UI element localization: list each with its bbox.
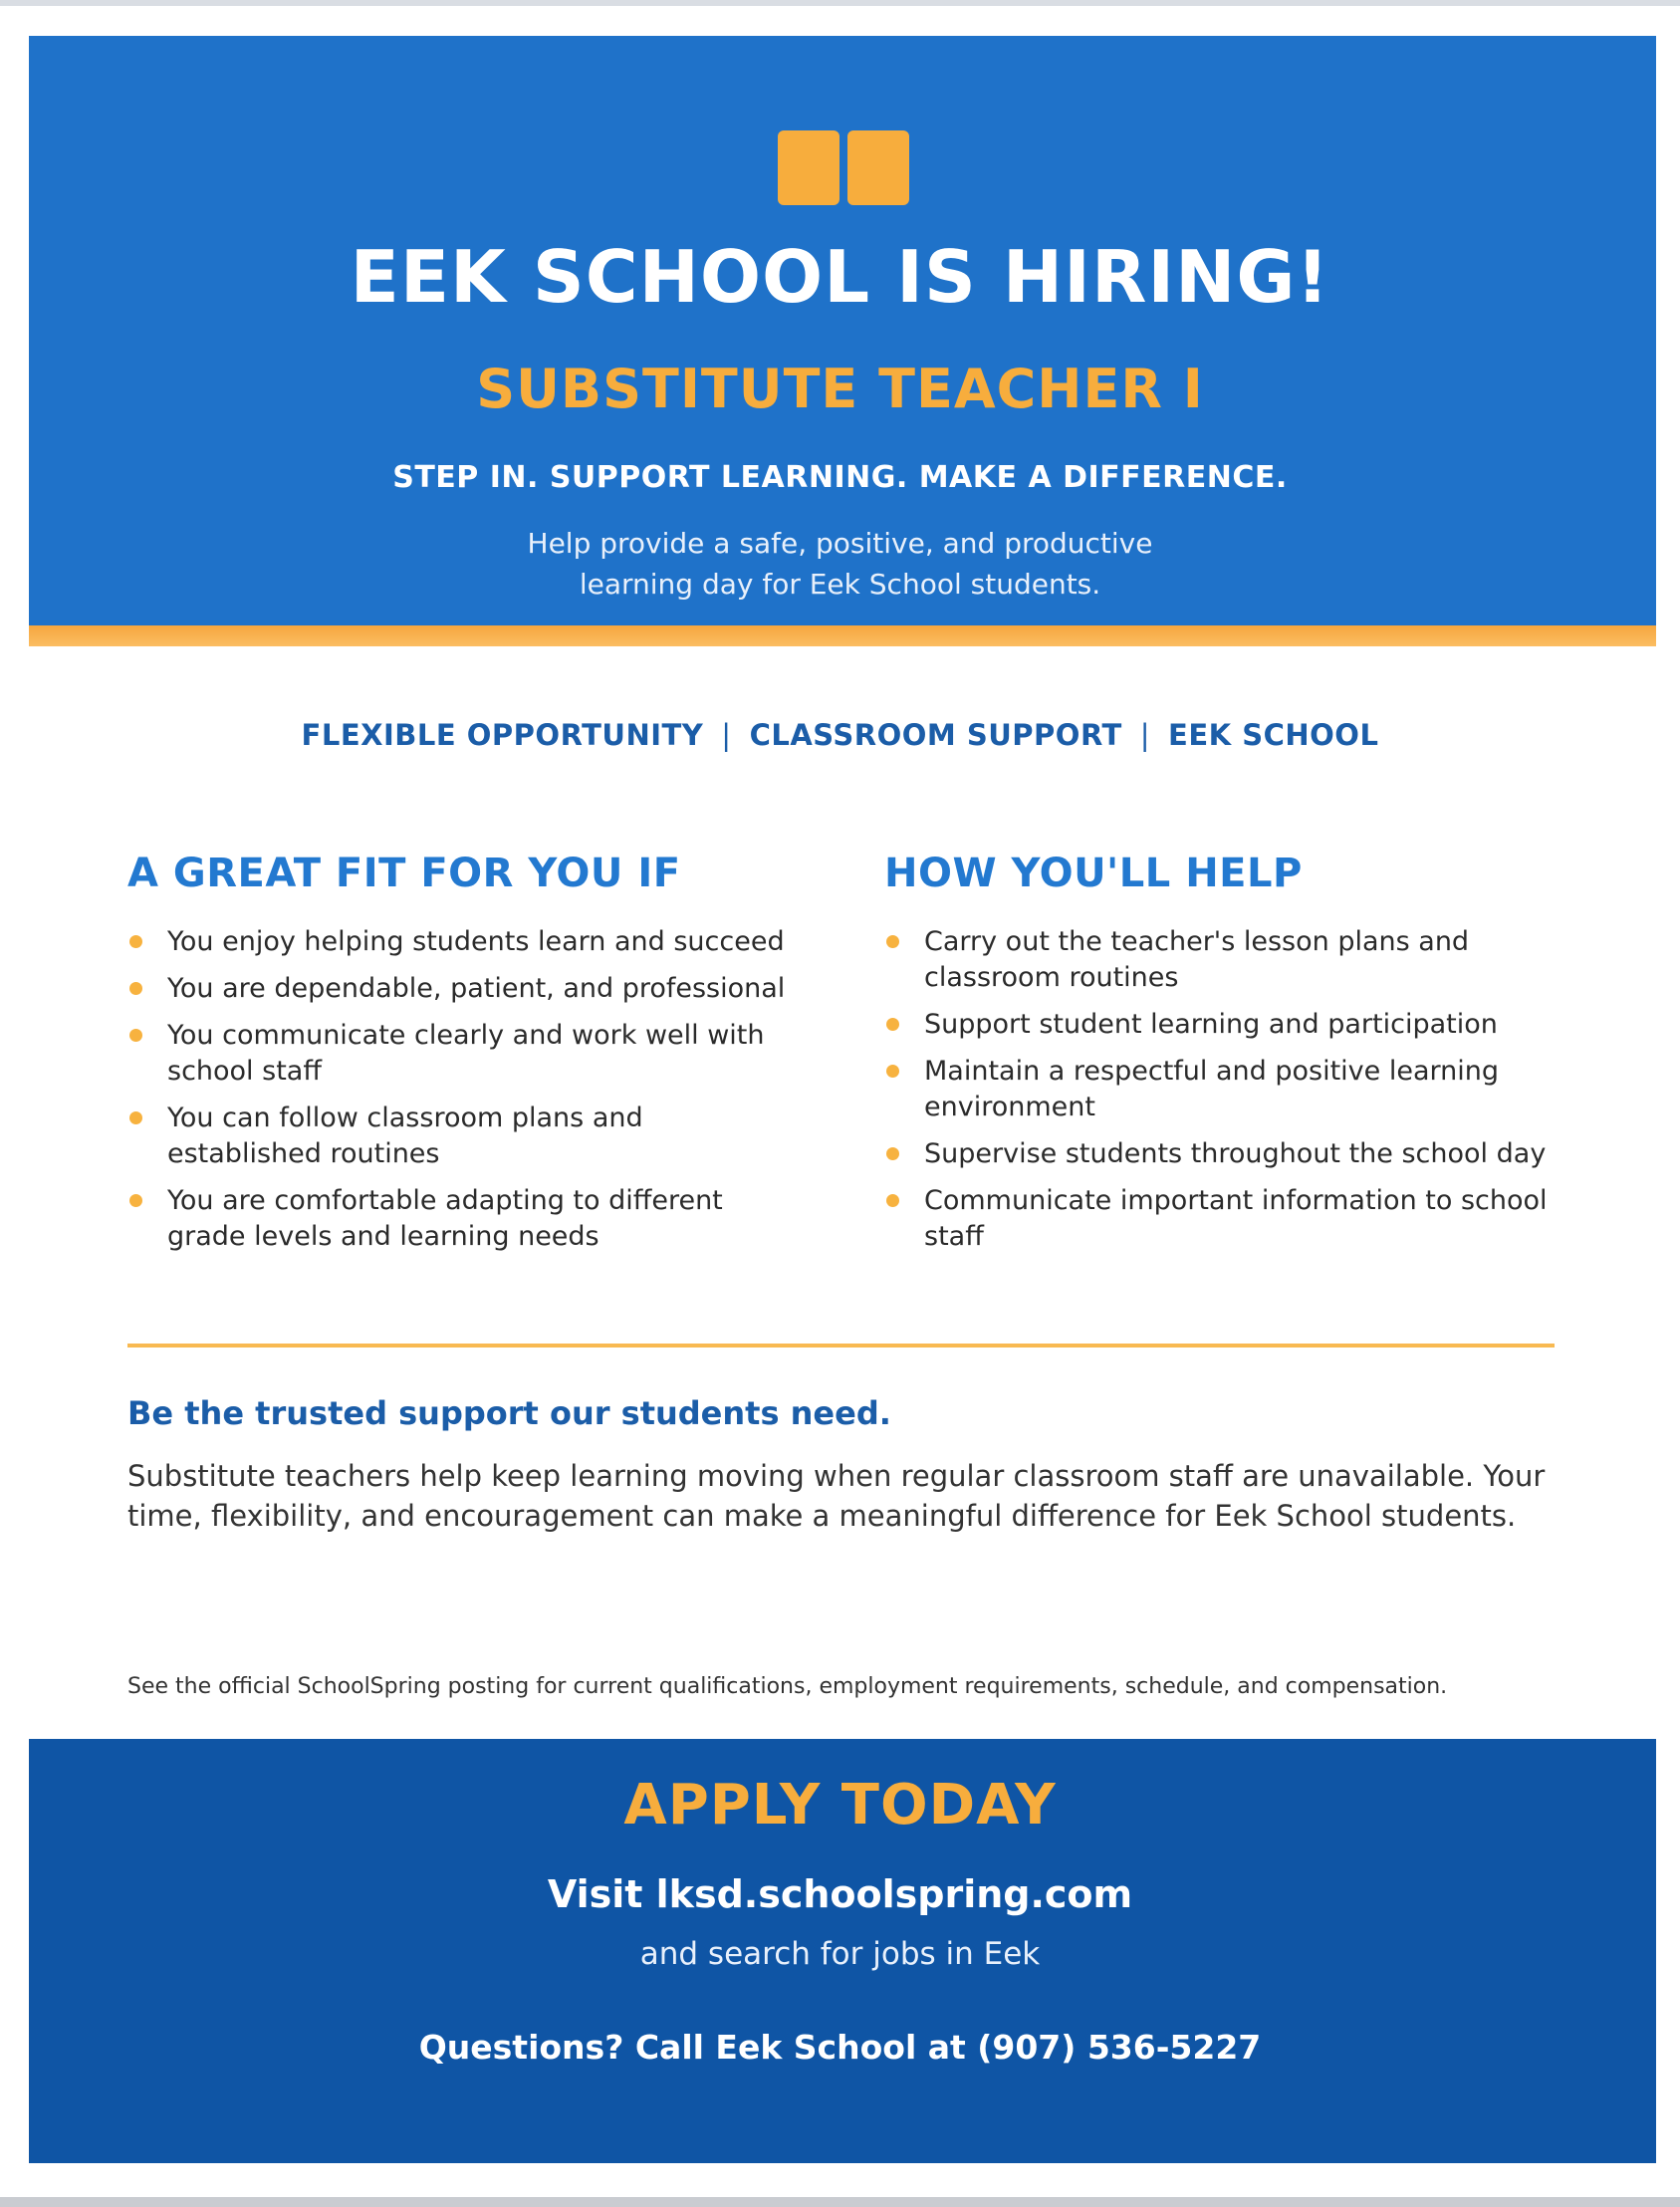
list-item-line: environment <box>924 1092 1095 1122</box>
list-item <box>127 1018 825 1090</box>
list-item <box>884 1007 1581 1043</box>
list-item <box>127 971 825 1007</box>
list-item-line: Supervise students throughout the school day <box>924 1138 1547 1169</box>
help-list <box>884 924 1581 1255</box>
list-item-line: You communicate clearly and work well with <box>167 1020 765 1051</box>
list-item <box>884 1054 1581 1125</box>
list-item-line: You enjoy helping students learn and succeed <box>167 926 785 957</box>
list-item-line: established routines <box>167 1138 440 1169</box>
help-section <box>884 847 1581 1266</box>
support-body <box>127 1456 1581 1536</box>
list-item <box>884 1136 1581 1172</box>
list-item-line: You can follow classroom plans and <box>167 1103 643 1133</box>
pillar-separator: | <box>1139 718 1151 752</box>
list-item-line: Maintain a respectful and positive learning <box>924 1056 1499 1087</box>
list-item <box>884 924 1581 996</box>
support-body-line: Substitute teachers help keep learning moving when regular classroom staff are unavailable. Your <box>127 1459 1546 1493</box>
support-title: Be the trusted support our students need. <box>127 1394 891 1432</box>
pillars-row <box>0 715 1680 755</box>
bullet-dot-icon <box>886 1147 899 1160</box>
list-item-line: Carry out the teacher's lesson plans and <box>924 926 1470 957</box>
hero-tagline: STEP IN. SUPPORT LEARNING. MAKE A DIFFERENCE. <box>392 460 1288 495</box>
bullet-dot-icon <box>886 1018 899 1031</box>
list-item-line: classroom routines <box>924 962 1179 993</box>
list-item-line: Communicate important information to school <box>924 1185 1548 1216</box>
logo-block-left <box>778 130 840 205</box>
pillar-flexible-opportunity: FLEXIBLE OPPORTUNITY <box>301 718 704 752</box>
list-item-line: Support student learning and participation <box>924 1009 1498 1040</box>
bullet-dot-icon <box>129 935 142 948</box>
list-item <box>127 1101 825 1172</box>
page-edge-top <box>0 0 1680 6</box>
pillar-classroom-support: CLASSROOM SUPPORT <box>749 718 1122 752</box>
school-logo-icon <box>778 130 909 205</box>
apply-title: APPLY TODAY <box>623 1773 1057 1838</box>
fit-heading: A GREAT FIT FOR YOU IF <box>127 851 681 896</box>
list-item <box>127 1183 825 1255</box>
support-body-line: time, flexibility, and encouragement can make a meaningful difference for Eek School students. <box>127 1499 1517 1533</box>
page-edge-bottom <box>0 2197 1680 2207</box>
contact-phone: Questions? Call Eek School at (907) 536-5227 <box>418 2028 1262 2067</box>
hero-accent-stripe <box>29 625 1656 646</box>
bullet-dot-icon <box>886 1194 899 1207</box>
pillar-eek-school: EEK SCHOOL <box>1168 718 1379 752</box>
apply-website: Visit lksd.schoolspring.com <box>547 1872 1133 1916</box>
bullet-dot-icon <box>886 1065 899 1078</box>
job-title: SUBSTITUTE TEACHER I <box>476 358 1204 420</box>
pillar-separator: | <box>721 718 732 752</box>
list-item-line: staff <box>924 1221 984 1252</box>
list-item <box>127 924 825 960</box>
hero-description-line: learning day for Eek School students. <box>579 568 1101 601</box>
fit-list <box>127 924 825 1255</box>
bullet-dot-icon <box>129 1111 142 1124</box>
bullet-dot-icon <box>129 1194 142 1207</box>
help-heading: HOW YOU'LL HELP <box>884 851 1303 896</box>
hero-description <box>0 523 1680 605</box>
bullet-dot-icon <box>886 935 899 948</box>
posting-note: See the official SchoolSpring posting for current qualifications, employment requirements, schedule, and compensation. <box>127 1674 1448 1699</box>
bullet-dot-icon <box>129 982 142 995</box>
apply-search-instructions: and search for jobs in Eek <box>639 1936 1041 1972</box>
logo-block-right <box>847 130 909 205</box>
bullet-dot-icon <box>129 1029 142 1042</box>
list-item-line: You are comfortable adapting to different <box>167 1185 723 1216</box>
hero-description-line: Help provide a safe, positive, and productive <box>527 527 1153 560</box>
section-divider <box>127 1344 1555 1348</box>
list-item-line: school staff <box>167 1056 322 1087</box>
fit-section <box>127 847 825 1266</box>
list-item-line: You are dependable, patient, and professional <box>167 973 786 1004</box>
list-item <box>884 1183 1581 1255</box>
hero-title: EEK SCHOOL IS HIRING! <box>350 235 1330 319</box>
list-item-line: grade levels and learning needs <box>167 1221 600 1252</box>
